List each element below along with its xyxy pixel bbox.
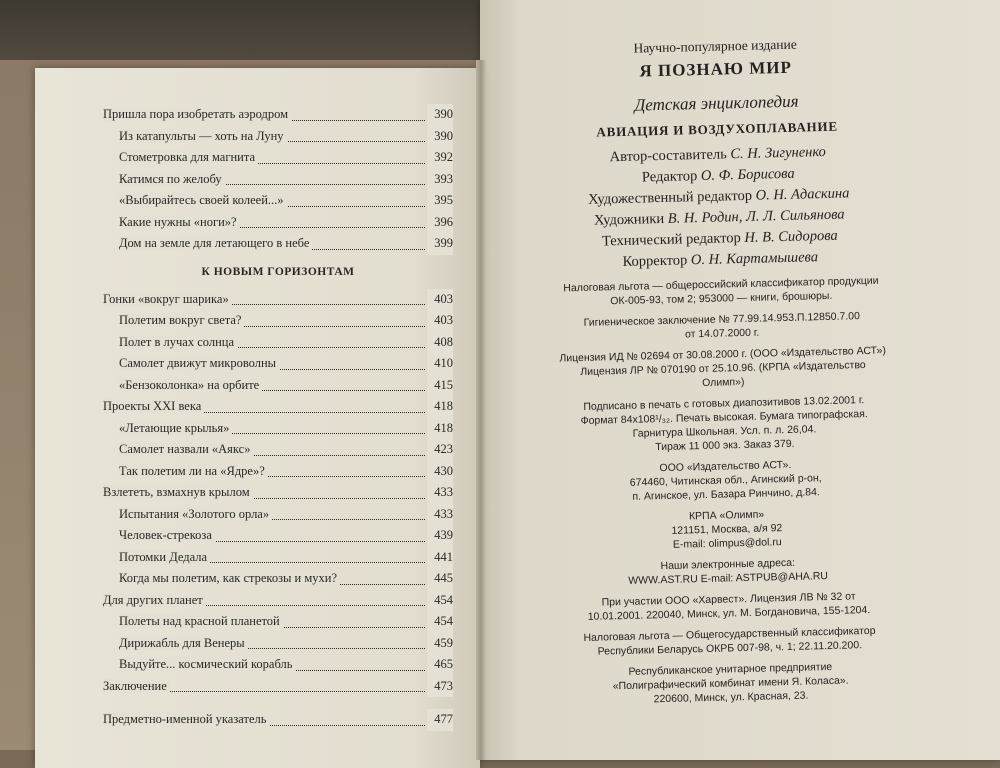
olimp-address: КРПА «Олимп» 121151, Москва, а/я 92 E-mail: olimpus@dol.ru (671, 508, 783, 551)
toc-entry-title: Гонки «вокруг шарика» (103, 292, 232, 306)
toc-group-1 (103, 104, 453, 255)
toc-entry (103, 396, 453, 418)
toc-entry-title: Самолет назвали «Аякс» (119, 442, 253, 456)
belarus-tax-info: Налоговая льгота — Общегосударственный классификатор Республики Беларусь ОКРБ 007-98, ч. 1; 22.11.20.200. (583, 624, 876, 658)
toc-entry-title: Пришла пора изобретать аэродром (103, 107, 291, 121)
publisher-address: ООО «Издательство АСТ». 674460, Читинская обл., Агинский р-он, п. Агинское, ул. Базара Ринчино, д.84. (629, 458, 822, 503)
toc-entry-page: 441 (427, 547, 453, 569)
toc-entry (103, 169, 453, 191)
credit-role: Корректор (622, 252, 688, 270)
book-spine (476, 60, 486, 760)
toc-entry (103, 418, 453, 440)
toc-entry-title: Самолет движут микроволны (119, 356, 279, 370)
toc-entry-title: Какие нужны «ноги»? (119, 215, 240, 229)
toc-entry (103, 375, 453, 397)
toc-entry-page: 399 (427, 233, 453, 255)
toc-entry-page: 390 (427, 104, 453, 126)
credit-name: В. Н. Родин, Л. Л. Сильянова (667, 206, 845, 227)
toc-entry-page: 465 (427, 654, 453, 676)
toc-entry (103, 568, 453, 590)
toc-entry-page: 393 (427, 169, 453, 191)
toc-entry-page: 454 (427, 611, 453, 633)
printing-plant: Республиканское унитарное предприятие «Полиграфический комбинат имени Я. Коласа». 220600, Минск, ул. Красная, 23. (612, 660, 849, 706)
toc-entry (103, 126, 453, 148)
toc-entry (103, 353, 453, 375)
toc-entry (103, 190, 453, 212)
toc-entry-title: Стометровка для магнита (119, 150, 258, 164)
license-info: Лицензия ИД № 02694 от 30.08.2000 г. (ООО «Издательство АСТ») Лицензия ЛР № 070190 от 25.10.96. (КРПА «Издательство Олимп») (559, 344, 887, 390)
credit-role: Технический редактор (601, 230, 741, 250)
toc-entry (103, 439, 453, 461)
toc-entry (103, 310, 453, 332)
toc-entry-page: 403 (427, 310, 453, 332)
credits-list (498, 139, 941, 276)
toc-entry-title: Проекты XXI века (103, 399, 204, 413)
toc-entry-page: 445 (427, 568, 453, 590)
credit-name: О. Н. Картамышева (690, 249, 819, 269)
toc-entry (103, 590, 453, 612)
toc-entry-title: Взлететь, взмахнув крылом (103, 485, 253, 499)
toc-entry (103, 504, 453, 526)
toc-entry (103, 611, 453, 633)
toc-entry-page: 396 (427, 212, 453, 234)
toc-entry (103, 547, 453, 569)
series-title: Я ПОЗНАЮ МИР (639, 57, 793, 81)
toc-section-heading: К НОВЫМ ГОРИЗОНТАМ (201, 265, 355, 278)
toc-entry-page: 403 (427, 289, 453, 311)
toc-entry (103, 482, 453, 504)
toc-entry-title: «Бензоколонка» на орбите (119, 378, 262, 392)
toc-entry-title: «Летающие крылья» (119, 421, 232, 435)
toc-entry-page: 415 (427, 375, 453, 397)
toc-entry-title: Выдуйте... космический корабль (119, 657, 295, 671)
credit-role: Художники (593, 210, 665, 229)
toc-entry-page: 454 (427, 590, 453, 612)
toc-entry-page: 392 (427, 147, 453, 169)
toc-entry-title: Полет в лучах солнца (119, 335, 237, 349)
toc-entry (103, 654, 453, 676)
book-title: АВИАЦИЯ И ВОЗДУХОПЛАВАНИЕ (596, 118, 839, 140)
credit-name: Н. В. Сидорова (744, 227, 838, 246)
hygiene-info: Гигиеническое заключение № 77.99.14.953.П.12850.7.00 от 14.07.2000 г. (583, 310, 861, 341)
toc-entry-page: 459 (427, 633, 453, 655)
toc-entry-page: 433 (427, 482, 453, 504)
toc-entry-page: 390 (427, 126, 453, 148)
harvest-info: При участии ООО «Харвест». Лицензия ЛВ № 32 от 10.01.2001. 220040, Минск, ул. М. Богдановича, 155-1204. (587, 590, 871, 623)
toc-entry-title: Так полетим ли на «Ядре»? (119, 464, 268, 478)
imprint-page (495, 33, 951, 710)
toc-entry-page: 395 (427, 190, 453, 212)
toc-entry-page: 410 (427, 353, 453, 375)
credit-role: Художественный редактор (587, 187, 753, 208)
credit-name: С. Н. Зигуненко (730, 143, 827, 163)
toc-entry-title: Для других планет (103, 593, 206, 607)
toc-entry (103, 147, 453, 169)
toc-entry (103, 289, 453, 311)
credit-name: О. Н. Адаскина (755, 185, 850, 204)
credit-role: Редактор (641, 168, 698, 186)
print-info: Подписано в печать с готовых диапозитивов 13.02.2001 г. Формат 84х108¹/₃₂. Печать высокая. Бумага типографская. Гарнитура Школьная. Усл. п. л. 26,04. Тираж 11 000 экз. Заказ 379. (580, 394, 868, 454)
toc-entry (103, 104, 453, 126)
toc-entry-title: Дом на земле для летающего в небе (119, 236, 312, 250)
toc-entry (103, 212, 453, 234)
toc-group-2 (103, 289, 453, 698)
toc-entry-page: 418 (427, 396, 453, 418)
toc-entry (103, 233, 453, 255)
credit-role: Автор-составитель (609, 146, 727, 166)
edition-type: Научно-популярное издание (633, 36, 797, 56)
series-subtitle: Детская энциклопедия (634, 91, 799, 115)
toc-entry (103, 525, 453, 547)
toc-entry (103, 332, 453, 354)
toc-entry-title: «Выбирайтесь своей колеей...» (119, 193, 287, 207)
toc-entry (103, 676, 453, 698)
toc-entry-title: Потомки Дедала (119, 550, 210, 564)
toc-entry-title: Катимся по желобу (119, 172, 225, 186)
toc-entry-title: Человек-стрекоза (119, 528, 215, 542)
toc-entry-page: 408 (427, 332, 453, 354)
toc-entry-page: 439 (427, 525, 453, 547)
toc-entry-title: Заключение (103, 679, 170, 693)
credit-name: О. Ф. Борисова (700, 165, 795, 185)
toc-entry-page: 423 (427, 439, 453, 461)
toc-entry-title: Из катапульты — хоть на Луну (119, 129, 287, 143)
toc-entry (103, 461, 453, 483)
toc-entry-page: 430 (427, 461, 453, 483)
toc-entry-index: Предметно-именной указатель 477 (103, 709, 453, 731)
toc-entry-page: 418 (427, 418, 453, 440)
toc-entry-title: Дирижабль для Венеры (119, 636, 248, 650)
toc-entry-title: Испытания «Золотого орла» (119, 507, 272, 521)
table-of-contents (103, 104, 453, 731)
tax-info: Налоговая льгота — общероссийский классификатор продукции ОК-005-93, том 2; 953000 — книги, брошюры. (563, 274, 879, 308)
web-addresses: Наши электронные адреса: WWW.AST.RU E-mail: ASTPUB@AHA.RU (628, 556, 829, 587)
toc-entry-title: Когда мы полетим, как стрекозы и мухи? (119, 571, 340, 585)
toc-entry-page: 433 (427, 504, 453, 526)
toc-entry-title: Полеты над красной планетой (119, 614, 283, 628)
toc-entry (103, 633, 453, 655)
toc-entry-title: Полетим вокруг света? (119, 313, 244, 327)
toc-entry-page: 473 (427, 676, 453, 698)
